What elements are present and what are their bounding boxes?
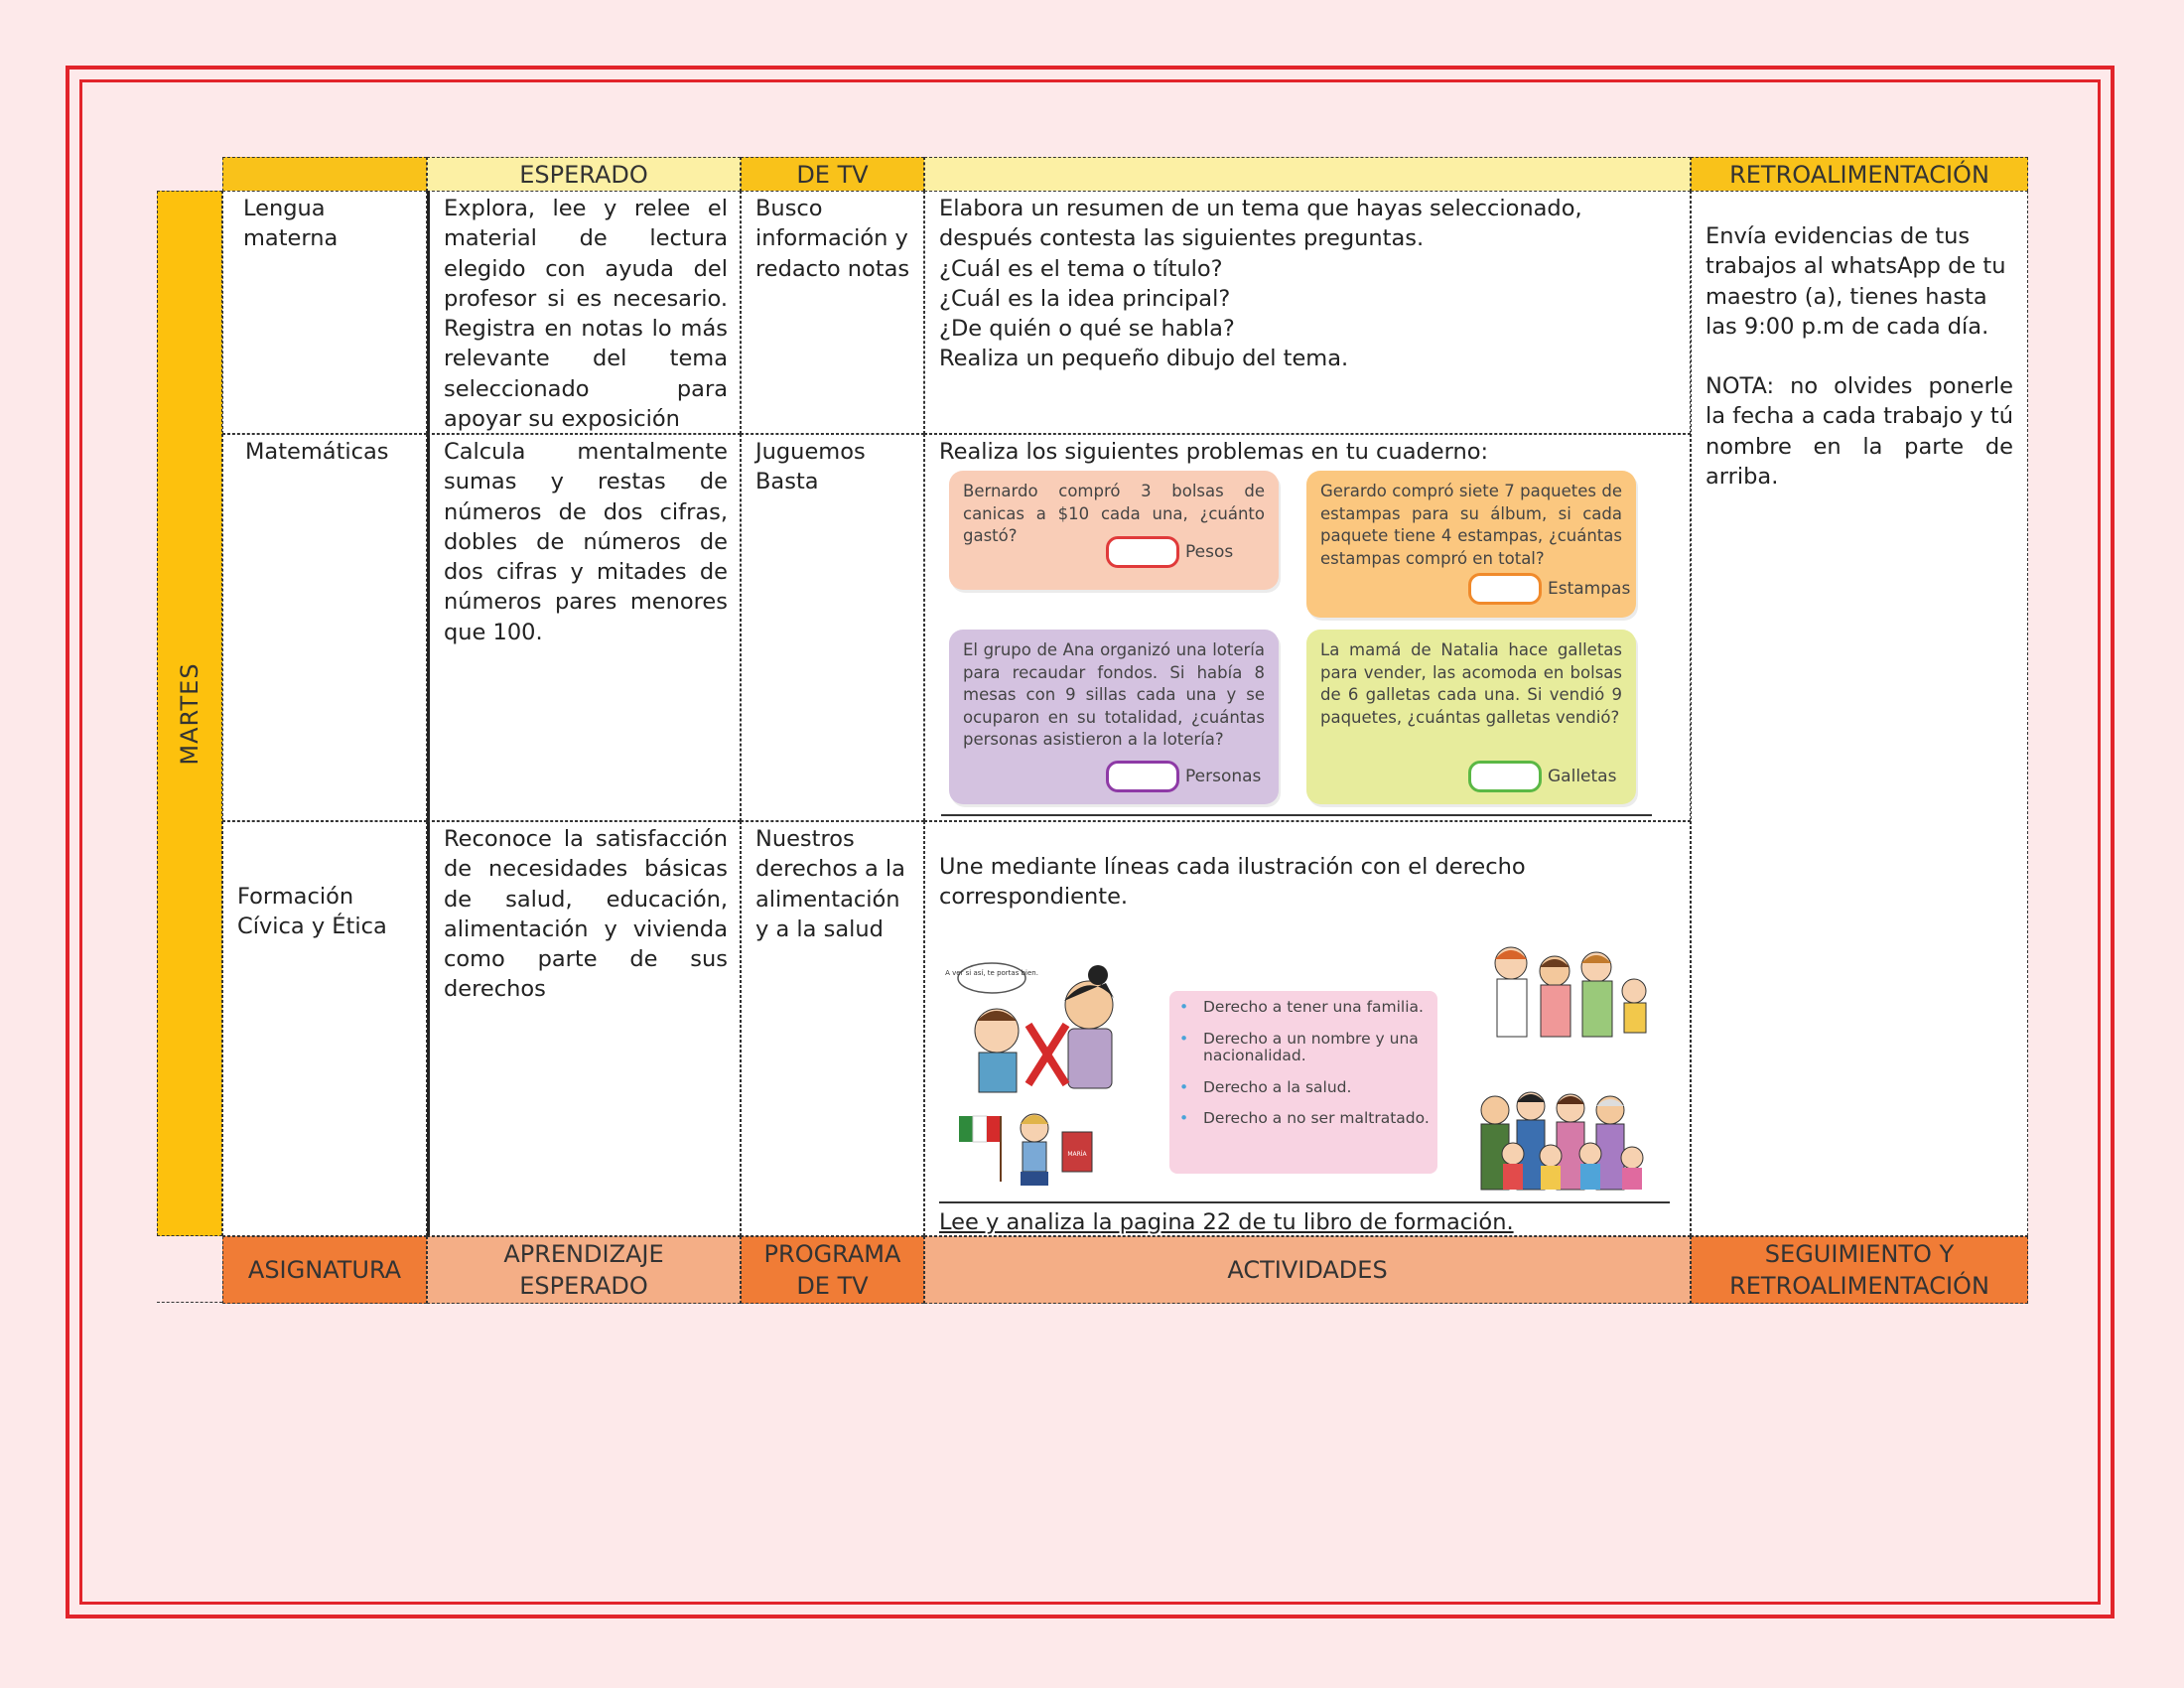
right-item-2[interactable]: • Derecho a un nombre y una nacionalidad. xyxy=(1203,1031,1432,1065)
answer-4 xyxy=(1468,761,1616,792)
civica-footer-text[interactable]: Lee y analiza la pagina 22 de tu libro de formación. xyxy=(939,1209,1514,1235)
header-asignatura xyxy=(222,157,427,192)
header-programa: DE TV xyxy=(741,157,924,192)
footer-aprendizaje: APRENDIZAJE ESPERADO xyxy=(427,1236,741,1304)
subject-civica: Formación Cívica y Ética xyxy=(222,821,427,1236)
scolding-illustration xyxy=(945,953,1156,1102)
footer-programa: PROGRAMA DE TV xyxy=(741,1236,924,1304)
problem-3-text: El grupo de Ana organizó una lotería para recaudar fondos. Si había 8 mesas con 9 sillas cada una y se ocuparon en su totalidad, ¿cuántas personas asistieron a la lotería? xyxy=(963,640,1265,749)
problem-1-text: Bernardo compró 3 bolsas de canicas a $10 cada una, ¿cuánto gastó? xyxy=(963,482,1265,545)
problem-4-text: La mamá de Natalia hace galletas para vender, las acomoda en bolsas de 6 galletas cada una. Si vendió 9 paquetes, ¿cuántas galletas vendió? xyxy=(1320,640,1622,727)
learning-civica: Reconoce la satisfacción de necesidades básicas de salud, educación, alimentación y vivienda como parte de sus derechos xyxy=(427,821,741,1236)
right-item-3[interactable]: • Derecho a la salud. xyxy=(1203,1079,1432,1097)
family-illustration xyxy=(1473,1088,1652,1192)
answer-unit-4: Galletas xyxy=(1548,767,1617,786)
answer-box-4[interactable] xyxy=(1468,761,1542,792)
footer-asignatura: ASIGNATURA xyxy=(222,1236,427,1304)
answer-unit-3: Personas xyxy=(1185,767,1262,786)
answer-1 xyxy=(1106,536,1233,568)
answer-box-3[interactable] xyxy=(1106,761,1179,792)
answer-unit-1: Pesos xyxy=(1185,542,1234,562)
problem-2-text: Gerardo compró siete 7 paquetes de estampas para su álbum, si cada paquete tiene 4 estampas, ¿cuántas estampas compró en total? xyxy=(1320,482,1622,568)
header-actividades xyxy=(924,157,1691,192)
bottom-left-line xyxy=(157,1302,222,1303)
header-seguimiento: RETROALIMENTACIÓN xyxy=(1691,157,2028,192)
footer-actividades: ACTIVIDADES xyxy=(924,1236,1691,1304)
math-divider xyxy=(941,814,1652,816)
learning-matematicas: Calcula mentalmente sumas y restas de números de dos cifras, dobles de números de dos cifras y mitades de números pares menores que 100. xyxy=(427,434,741,821)
subject-lengua: Lengua materna xyxy=(222,191,427,434)
feedback-note: NOTA: no olvides ponerle la fecha a cada trabajo y tú nombre en la parte de arriba. xyxy=(1706,373,2013,491)
tv-civica: Nuestros derechos a la alimentación y a la salud xyxy=(741,821,924,1236)
footer-seguimiento: SEGUIMIENTO Y RETROALIMENTACIÓN xyxy=(1691,1236,2028,1304)
rights-list xyxy=(1169,991,1437,1174)
tv-lengua: Busco información y redacto notas xyxy=(741,191,924,434)
feedback-text: Envía evidencias de tus trabajos al whatsApp de tu maestro (a), tienes hasta las 9:00 p.m de cada día. xyxy=(1706,223,2006,340)
answer-2 xyxy=(1468,573,1630,605)
answer-box-2[interactable] xyxy=(1468,573,1542,605)
tv-matematicas: Juguemos Basta xyxy=(741,434,924,821)
day-text: MARTES xyxy=(176,661,204,766)
calendar-sign-text: MARÍA xyxy=(1067,1151,1087,1158)
answer-box-1[interactable] xyxy=(1106,536,1179,568)
right-item-1[interactable]: • Derecho a tener una familia. xyxy=(1203,999,1432,1017)
answer-3 xyxy=(1106,761,1261,792)
math-instruction: Realiza los siguientes problemas en tu cuaderno: xyxy=(939,439,1489,465)
header-aprendizaje: ESPERADO xyxy=(427,157,741,192)
flag-girl-illustration xyxy=(955,1102,1104,1201)
learning-lengua: Explora, lee y relee el material de lectura elegido con ayuda del profesor si es necesario. Registra en notas lo más relevante del tema seleccionado para apoyar su exposición xyxy=(427,191,741,434)
feedback-cell xyxy=(1691,191,2028,1236)
day-label xyxy=(157,191,222,1236)
right-item-4[interactable]: • Derecho a no ser maltratado. xyxy=(1203,1110,1432,1128)
speech-bubble-text: A ver si así, te portas bien. xyxy=(945,969,1038,977)
activity-lengua: Elabora un resumen de un tema que hayas seleccionado, después contesta las siguientes preguntas. ¿Cuál es el tema o título? ¿Cuál es la idea principal? ¿De quién o qué se habla? Realiza un pequeño dibujo del tema. xyxy=(924,191,1691,434)
problem-card-1 xyxy=(949,471,1279,590)
health-illustration xyxy=(1487,941,1656,1041)
civica-instruction: Une mediante líneas cada ilustración con el derecho correspondiente. xyxy=(939,854,1526,911)
subject-matematicas: Matemáticas xyxy=(222,434,427,821)
civica-divider xyxy=(939,1201,1670,1203)
answer-unit-2: Estampas xyxy=(1548,579,1631,599)
